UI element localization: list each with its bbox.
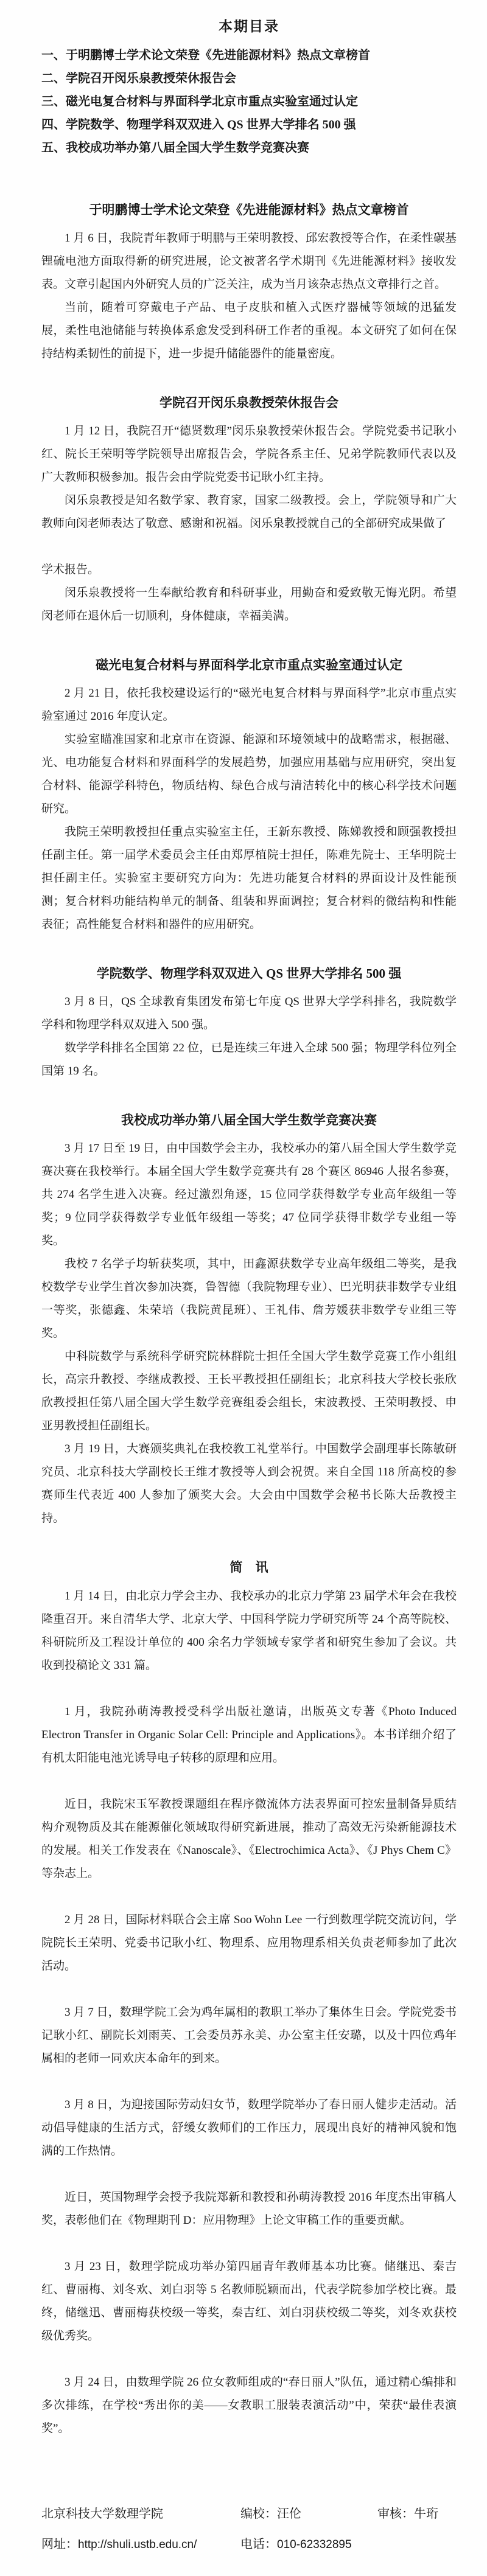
footer-editor <box>240 2499 377 2529</box>
footer-org: 北京科技大学数理学院 <box>41 2507 163 2521</box>
section-math-competition <box>41 1083 457 1530</box>
paragraph: 1 月 12 日，我院召开“德贤数理”闵乐泉教授荣休报告会。学院党委书记耿小红、院长王荣明等学院领导出席报告会，学院各系主任、兄弟学院教师代表以及广大教师积极参加。报告会由学院党委书记耿小红主持。 <box>41 425 457 484</box>
section-heading: 于明鹏博士学术论文荣登《先进能源材料》热点文章榜首 <box>89 203 409 217</box>
section-qs-ranking <box>41 936 457 1083</box>
paragraph: 中科院数学与系统科学研究院林群院士担任全国大学生数学竞赛工作小组组长，高宗升教授、李继成教授、王长平教授担任副组长；北京科技大学校长张欣欣教授担任第八届全国大学生数学竞赛组委会组长，宋波教授、王荣明教授、申亚男教授担任副组长。 <box>41 1350 457 1432</box>
toc-title: 本期目录 <box>219 19 279 34</box>
section-briefs <box>41 1530 457 2440</box>
briefs-heading: 简 讯 <box>229 1560 268 1575</box>
toc-item-2: 二、学院召开闵乐泉教授荣休报告会 <box>41 72 236 85</box>
toc-item-3: 三、磁光电复合材料与界面科学北京市重点实验室通过认定 <box>41 95 358 108</box>
brief-item: 3 月 8 日，为迎接国际劳动妇女节，数理学院举办了春日丽人健步走活动。活动倡导健康的生活方式，舒缓女教师们的工作压力，展现出良好的精神风貌和饱满的工作热情。 <box>41 2098 457 2157</box>
toc-item-4: 四、学院数学、物理学科双双进入 QS 世界大学排名 500 强 <box>41 118 356 131</box>
footer-tel-label: 电话： <box>240 2538 277 2551</box>
paragraph: 3 月 17 日至 19 日，由中国数学会主办，我校承办的第八届全国大学生数学竞赛决赛在我校举行。本届全国大学生数学竞赛共有 28 个赛区 86946 人报名参赛，共 274 名学生进入决赛。经过激烈角逐，15 位同学获得数学专业高年级组一等奖；9 位同学获得数学专业低年级组一等奖；47 位同学获得非数学专业组一等奖。 <box>41 1142 457 1247</box>
footer-spacer <box>377 2529 457 2560</box>
brief-item: 1 月 14 日，由北京力学会主办、我校承办的北京力学第 23 届学术年会在我校隆重召开。来自清华大学、北京大学、中国科学院力学研究所等 24 个高等院校、科研院所及工程设计单位的 400 余名力学领域专家学者和研究生参加了会议。共收到投稿论文 331 篇。 <box>41 1590 457 1672</box>
footer-url: http://shuli.ustb.edu.cn/ <box>78 2538 197 2551</box>
footer-reviewer-name: 牛珩 <box>414 2507 438 2521</box>
section-heading: 学院数学、物理学科双双进入 QS 世界大学排名 500 强 <box>96 966 402 981</box>
paragraph-continuation: 学术报告。 <box>41 563 100 576</box>
brief-item: 近日，英国物理学会授予我院郑新和教授和孙萌涛教授 2016 年度杰出审稿人奖，表彰他们在《物理期刊 D：应用物理》上论文审稿工作的重要贡献。 <box>41 2191 457 2227</box>
paragraph: 3 月 19 日，大赛颁奖典礼在我校教工礼堂举行。中国数学会副理事长陈敏研究员、北京科技大学副校长王维才教授等人到会祝贺。来自全国 118 所高校的参赛师生代表近 400 人参加了颁奖大会。大会由中国数学会秘书长陈大岳教授主持。 <box>41 1443 457 1525</box>
table-of-contents <box>41 44 457 159</box>
brief-item: 2 月 28 日，国际材料联合会主席 Soo Wohn Lee 一行到数理学院交流访问，学院院长王荣明、党委书记耿小红、物理系、应用物理系相关负责老师参加了此次活动。 <box>41 1913 457 1972</box>
footer-editor-name: 汪伦 <box>277 2507 301 2521</box>
section-key-laboratory <box>41 628 457 936</box>
paragraph: 我校 7 名学子均斩获奖项，其中，田鑫源获数学专业高年级组二等奖，是我校数学专业学生首次参加决赛，鲁智德（我院物理专业）、巴光明获非数学专业组一等奖，张德鑫、朱荣培（我院黄昆班）、王礼伟、詹芳媛获非数学专业组三等奖。 <box>41 1258 457 1340</box>
brief-item: 3 月 23 日，数理学院成功举办第四届青年教师基本功比赛。储继迅、秦吉红、曹丽梅、刘冬欢、刘白羽等 5 名教师脱颖而出，代表学院参加学校比赛。最终，储继迅、曹丽梅获校级一等奖，秦吉红、刘白羽获校级二等奖，刘冬欢获校级优秀奖。 <box>41 2260 457 2342</box>
paragraph: 闵乐泉教授将一生奉献给教育和科研事业，用勤奋和爱致敬无悔光阴。希望闵老师在退休后一切顺利，身体健康，幸福美满。 <box>41 587 457 622</box>
section-heading: 学院召开闵乐泉教授荣休报告会 <box>159 395 338 410</box>
paragraph: 当前，随着可穿戴电子产品、电子皮肤和植入式医疗器械等领域的迅猛发展，柔性电池储能与转换体系愈发受到科研工作者的重视。本文研究了如何在保持结构柔韧性的前提下，进一步提升储能器件的能量密度。 <box>41 301 457 360</box>
brief-item: 3 月 7 日，数理学院工会为鸡年属相的教职工举办了集体生日会。学院党委书记耿小红、副院长刘雨芙、工会委员苏永美、办公室主任安璐，以及十四位鸡年属相的老师一同欢庆本命年的到来。 <box>41 2006 457 2065</box>
footer-url-label: 网址： <box>41 2538 78 2551</box>
footer-editor-label: 编校： <box>240 2507 277 2521</box>
section-heading: 磁光电复合材料与界面科学北京市重点实验室通过认定 <box>96 658 402 672</box>
document-footer <box>41 2499 457 2564</box>
toc-item-5: 五、我校成功举办第八届全国大学生数学竞赛决赛 <box>41 141 309 155</box>
paragraph: 闵乐泉教授是知名数学家、教育家，国家二级教授。会上，学院领导和广大教师向闵老师表达了敬意、感谢和祝福。闵乐泉教授就自己的全部研究成果做了 <box>41 494 457 530</box>
paragraph: 1 月 6 日，我院青年教师于明鹏与王荣明教授、邱宏教授等合作，在柔性碳基锂硫电池方面取得新的研究进展，论文被著名学术期刊《先进能源材料》接收发表。文章引起国内外研究人员的广泛关注，成为当月该杂志热点文章排行之首。 <box>41 232 457 291</box>
section-yu-mingpeng-paper <box>41 159 457 366</box>
footer-phone <box>240 2529 377 2560</box>
paragraph: 3 月 8 日，QS 全球教育集团发布第七年度 QS 世界大学学科排名，我院数学学科和物理学科双双进入 500 强。 <box>41 995 457 1031</box>
footer-row-1 <box>41 2499 457 2529</box>
footer-website <box>41 2529 240 2560</box>
footer-tel: 010-62332895 <box>277 2538 352 2551</box>
toc-item-1: 一、于明鹏博士学术论文荣登《先进能源材料》热点文章榜首 <box>41 49 370 62</box>
paragraph: 数学学科排名全国第 22 位，已是连续三年进入全球 500 强；物理学科位列全国第 19 名。 <box>41 1042 457 1077</box>
paragraph: 我院王荣明教授担任重点实验室主任，王新东教授、陈娣教授和顾强教授担任副主任。第一届学术委员会主任由郑厚植院士担任，陈难先院士、王华明院士担任副主任。实验室主要研究方向为：先进功能复合材料的界面设计及性能预测；复合材料功能结构单元的制备、组装和界面调控；复合材料的微结构和性能表征；高性能复合材料和器件的应用研究。 <box>41 826 457 931</box>
paragraph: 实验室瞄准国家和北京市在资源、能源和环境领域中的战略需求，根据磁、光、电功能复合材料和界面科学的发展趋势，加强应用基础与应用研究，突出复合材料、能源学科特色，物质结构、绿色合成与清洁转化中的核心科学技术问题研究。 <box>41 733 457 815</box>
brief-item: 3 月 24 日，由数理学院 26 位女教师组成的“春日丽人”队伍，通过精心编排和多次排练，在学校“秀出你的美——女教职工服装表演活动”中，荣获“最佳表演奖”。 <box>41 2376 457 2435</box>
brief-item: 1 月，我院孙萌涛教授受科学出版社邀请，出版英文专著《Photo Induced Electron Transfer in Organic Solar Cell: Principle and Applications》。本书详细介绍了有机太阳能电池光诱导电子转移的原理和应用。 <box>41 1705 457 1764</box>
paragraph: 2 月 21 日，依托我校建设运行的“磁光电复合材料与界面科学”北京市重点实验室通过 2016 年度认定。 <box>41 687 457 723</box>
footer-row-2 <box>41 2529 457 2560</box>
footer-reviewer <box>377 2499 457 2529</box>
section-min-lequan-retirement <box>41 366 457 628</box>
footer-review-label: 审核： <box>377 2507 414 2521</box>
section-heading: 我校成功举办第八届全国大学生数学竞赛决赛 <box>121 1113 377 1127</box>
brief-item: 近日，我院宋玉军教授课题组在程序微流体方法表界面可控宏量制备异质结构介观物质及其在能源催化领域取得研究新进展，推动了高效无污染新能源技术的发展。相关工作发表在《Nanoscale》、《Electrochimica Acta》、《J Phys Chem C》等杂志上。 <box>41 1798 457 1880</box>
